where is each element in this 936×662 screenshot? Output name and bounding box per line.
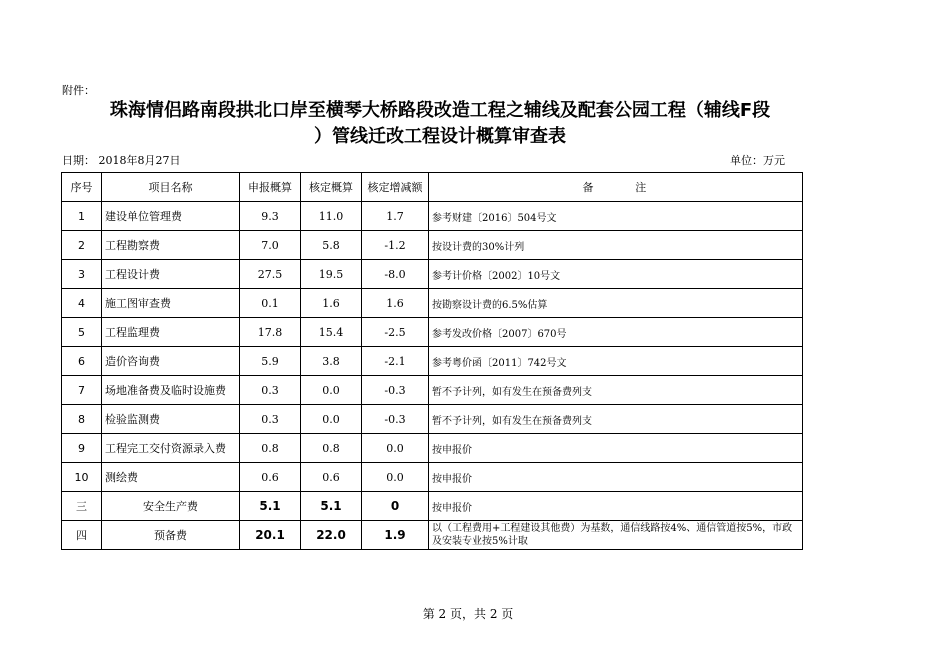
cell-declared-budget: 0.3: [240, 376, 301, 405]
attachment-label: 附件：: [62, 84, 95, 97]
cell-declared-budget: 27.5: [240, 260, 301, 289]
table-row: [62, 376, 803, 405]
cell-seq: 9: [62, 434, 102, 463]
table-row: [62, 521, 803, 550]
cell-item-name: 预备费: [102, 521, 240, 550]
cell-seq: 10: [62, 463, 102, 492]
cell-declared-budget: 5.9: [240, 347, 301, 376]
cell-note: 按设计费的30%计列: [429, 231, 803, 260]
cell-seq: 四: [62, 521, 102, 550]
cell-note: 参考粤价函〔2011〕742号文: [429, 347, 803, 376]
cell-approved-budget: 0.0: [301, 405, 362, 434]
cell-approved-budget: 19.5: [301, 260, 362, 289]
cell-seq: 8: [62, 405, 102, 434]
cell-declared-budget: 17.8: [240, 318, 301, 347]
cell-declared-budget: 5.1: [240, 492, 301, 521]
cell-seq: 三: [62, 492, 102, 521]
cell-seq: 6: [62, 347, 102, 376]
cell-note: 按申报价: [429, 463, 803, 492]
col-header-name: 项目名称: [102, 173, 240, 202]
cell-seq: 5: [62, 318, 102, 347]
date-label: 日期： 2018年8月27日: [62, 154, 181, 167]
cell-approved-budget: 22.0: [301, 521, 362, 550]
col-header-note: 备 注: [429, 173, 803, 202]
table-row: [62, 434, 803, 463]
cell-change-amount: 1.7: [362, 202, 429, 231]
cell-declared-budget: 9.3: [240, 202, 301, 231]
cell-seq: 2: [62, 231, 102, 260]
cell-approved-budget: 5.1: [301, 492, 362, 521]
cell-approved-budget: 1.6: [301, 289, 362, 318]
cell-change-amount: -0.3: [362, 405, 429, 434]
cell-change-amount: 1.6: [362, 289, 429, 318]
document-title-line1: 珠海情侣路南段拱北口岸至横琴大桥路段改造工程之辅线及配套公园工程（辅线F段: [109, 100, 771, 121]
cell-approved-budget: 11.0: [301, 202, 362, 231]
cell-seq: 4: [62, 289, 102, 318]
cell-change-amount: -0.3: [362, 376, 429, 405]
cell-approved-budget: 0.8: [301, 434, 362, 463]
cell-note: 参考财建〔2016〕504号文: [429, 202, 803, 231]
cell-approved-budget: 5.8: [301, 231, 362, 260]
page-number: 第 2 页，共 2 页: [422, 607, 514, 621]
table-row: [62, 347, 803, 376]
cell-item-name: 建设单位管理费: [102, 202, 240, 231]
cell-seq: 1: [62, 202, 102, 231]
cell-change-amount: 0.0: [362, 463, 429, 492]
cell-note: 按申报价: [429, 434, 803, 463]
cell-declared-budget: 0.6: [240, 463, 301, 492]
cell-approved-budget: 15.4: [301, 318, 362, 347]
cell-seq: 7: [62, 376, 102, 405]
table-row: [62, 202, 803, 231]
table-row: [62, 260, 803, 289]
cell-change-amount: 1.9: [362, 521, 429, 550]
cell-item-name: 造价咨询费: [102, 347, 240, 376]
document-title-line2: ）管线迁改工程设计概算审查表: [314, 126, 566, 147]
col-header-seq: 序号: [62, 173, 102, 202]
table-row: [62, 463, 803, 492]
cell-item-name: 工程设计费: [102, 260, 240, 289]
cell-note: 参考计价格〔2002〕10号文: [429, 260, 803, 289]
cell-seq: 3: [62, 260, 102, 289]
col-header-declared: 申报概算: [240, 173, 301, 202]
cell-approved-budget: 0.6: [301, 463, 362, 492]
cell-note: 按勘察设计费的6.5%估算: [429, 289, 803, 318]
unit-label: 单位：万元: [730, 154, 785, 167]
cell-note: 参考发改价格〔2007〕670号: [429, 318, 803, 347]
table-row: [62, 405, 803, 434]
cell-note: 按申报价: [429, 492, 803, 521]
table-row: [62, 492, 803, 521]
cell-change-amount: -2.1: [362, 347, 429, 376]
cell-note: 暂不予计列，如有发生在预备费列支: [429, 405, 803, 434]
cell-item-name: 测绘费: [102, 463, 240, 492]
cell-item-name: 施工图审查费: [102, 289, 240, 318]
table-row: [62, 231, 803, 260]
cell-approved-budget: 3.8: [301, 347, 362, 376]
col-header-approved: 核定概算: [301, 173, 362, 202]
cell-change-amount: 0: [362, 492, 429, 521]
cell-note: 暂不予计列，如有发生在预备费列支: [429, 376, 803, 405]
table-header-row: [62, 173, 803, 202]
cell-item-name: 场地准备费及临时设施费: [102, 376, 240, 405]
cell-declared-budget: 0.8: [240, 434, 301, 463]
cell-item-name: 工程监理费: [102, 318, 240, 347]
budget-review-table: [61, 172, 803, 550]
table-row: [62, 289, 803, 318]
cell-item-name: 安全生产费: [102, 492, 240, 521]
cell-declared-budget: 0.3: [240, 405, 301, 434]
cell-item-name: 工程勘察费: [102, 231, 240, 260]
cell-change-amount: 0.0: [362, 434, 429, 463]
cell-declared-budget: 0.1: [240, 289, 301, 318]
cell-change-amount: -1.2: [362, 231, 429, 260]
table-row: [62, 318, 803, 347]
cell-note: 以（工程费用+工程建设其他费）为基数，通信线路按4%、通信管道按5%，市政及安装专业按5%计取: [429, 521, 803, 550]
cell-change-amount: -2.5: [362, 318, 429, 347]
col-header-change: 核定增减额: [362, 173, 429, 202]
cell-approved-budget: 0.0: [301, 376, 362, 405]
cell-declared-budget: 20.1: [240, 521, 301, 550]
cell-declared-budget: 7.0: [240, 231, 301, 260]
cell-item-name: 工程完工交付资源录入费: [102, 434, 240, 463]
cell-change-amount: -8.0: [362, 260, 429, 289]
cell-item-name: 检验监测费: [102, 405, 240, 434]
